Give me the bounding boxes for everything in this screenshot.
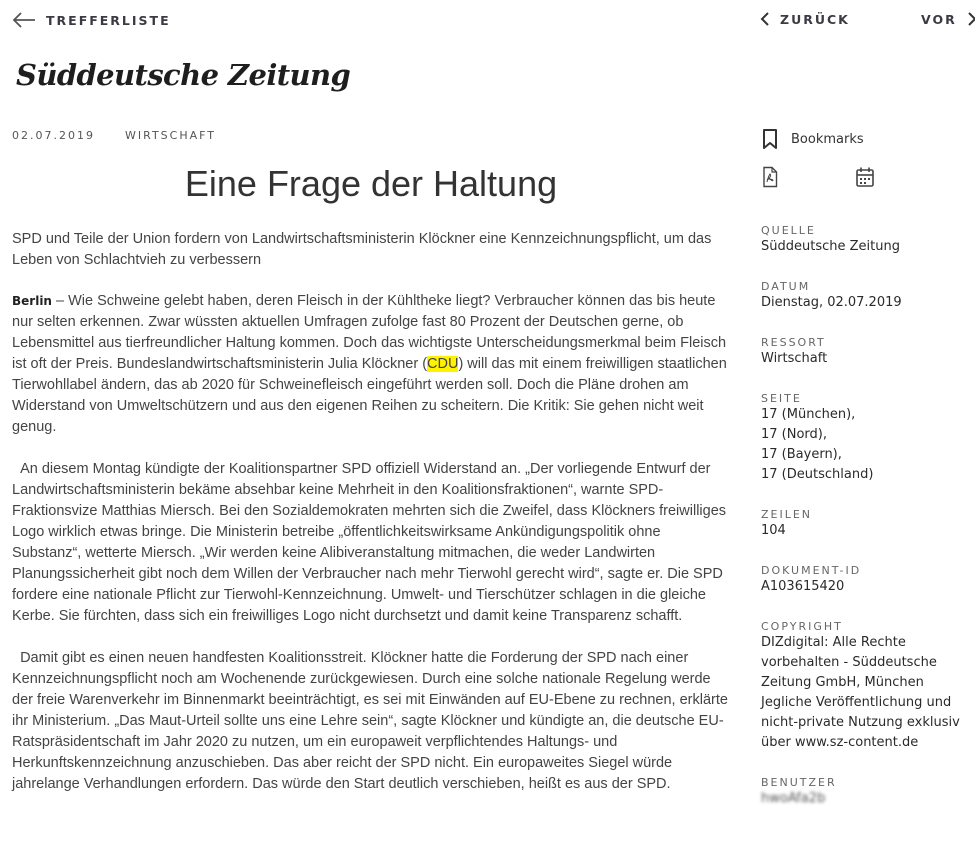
- page-value-4: 17 (Deutschland): [761, 467, 874, 482]
- copyright-line-1: DIZdigital: Alle Rechte: [761, 635, 906, 650]
- document-id-value: A103615420: [761, 579, 845, 594]
- date-info: [761, 280, 902, 313]
- user-info: [761, 776, 837, 809]
- article-sidebar: [761, 126, 971, 806]
- previous-label: ZURÜCK: [780, 11, 850, 27]
- user-label: BENUTZER: [761, 776, 837, 789]
- chevron-left-icon: [760, 11, 770, 27]
- next-label: VOR: [921, 11, 957, 27]
- back-to-results-link[interactable]: [12, 11, 171, 29]
- highlighted-term: CDU: [427, 356, 459, 372]
- arrow-left-icon: [12, 11, 36, 29]
- department-info: [761, 336, 827, 369]
- article-meta: [12, 129, 216, 142]
- date-label: DATUM: [761, 280, 811, 293]
- paragraph-2-text: An diesem Montag kündigte der Koalitionspartner SPD offiziell Widerstand an. „Der vorliegende Entwurf der Landwirtschaftsministerin bekäme absehbar keine Mehrheit in den Koalitionsfraktionen“, warnte SPD-Fraktionsvize Matthias Miersch. Bei den Sozialdemokraten mehrten sich die Zweifel, dass Klöckners freiwilliges Logo wirklich etwas bringe. Die Ministerin betreibe „öffentlichkeitswirksame Ankündigungspolitik ohne Substanz“, wetterte Miersch. „Wir werden keine Alibiveranstaltung mitmachen, die weder Landwirten Planungssicherheit gibt noch dem Willen der Verbraucher nach mehr Tierwohl gerecht wird“, sagte er. Die SPD fordere eine nationale Pflicht zur Tierwohl-Kennzeichnung. Umwelt- und Tierschützer schlagen in die gleiche Kerbe. Sie fürchten, dass sich ein freiwilliges Logo nicht durchsetzt und damit keine Transparenz schafft.: [12, 461, 727, 624]
- newspaper-logo: Süddeutsche Zeitung: [16, 58, 351, 92]
- previous-article-link[interactable]: [760, 11, 850, 27]
- copyright-line-3: Zeitung GmbH, München: [761, 675, 924, 690]
- next-article-link[interactable]: [921, 11, 975, 27]
- article-section: WIRTSCHAFT: [124, 129, 216, 142]
- copyright-info: [761, 620, 960, 753]
- copyright-line-6: über www.sz-content.de: [761, 735, 919, 750]
- paragraph-1-part-b: ) will das mit einem freiwilligen staatlichen Tierwohllabel ändern, das ab 2020 für Schweinefleisch eingeführt werden soll. Doch die Pläne drohen am Widerstand von Umweltschützern und aus den eigenen Reihen zu scheitern. Die Kritik: Sie gehen nicht weit genug.: [12, 356, 727, 435]
- lines-label: ZEILEN: [761, 508, 813, 521]
- pdf-icon[interactable]: [761, 166, 779, 188]
- document-id-label: DOKUMENT-ID: [761, 564, 862, 577]
- source-value: Süddeutsche Zeitung: [761, 239, 900, 254]
- bookmarks-label: Bookmarks: [791, 131, 864, 147]
- lines-value: 104: [761, 523, 786, 538]
- article-lead: SPD und Teile der Union fordern von Landwirtschaftsministerin Klöckner eine Kennzeichnungspflicht, um das Leben von Schlachtvieh zu verbessern: [12, 231, 712, 268]
- article-paragraph-2: [12, 459, 732, 627]
- document-tools: [761, 166, 971, 206]
- article-paragraph-1: [12, 291, 732, 438]
- page-value-1: 17 (München),: [761, 407, 856, 422]
- bookmark-icon: [761, 128, 779, 150]
- page-value-3: 17 (Bayern),: [761, 447, 842, 462]
- dateline-location: Berlin: [12, 294, 52, 308]
- copyright-line-2: vorbehalten - Süddeutsche: [761, 655, 937, 670]
- article-title: Eine Frage der Haltung: [184, 163, 558, 204]
- lines-info: [761, 508, 812, 541]
- paragraph-1-part-a: – Wie Schweine gelebt haben, deren Fleisch in der Kühltheke liegt? Verbraucher können das bis heute nur selten erkennen. Zwar wüssten aktuellen Umfragen zufolge fast 80 Prozent der Deutschen gerne, ob Lebensmittel aus tierfreundlicher Haltung kommen. Doch das wichtigste Unterscheidungsmerkmal beim Fleisch ist oft der Preis. Bundeslandwirtschaftsministerin Julia Klöckner (: [12, 293, 727, 372]
- bookmarks-button[interactable]: [761, 126, 971, 152]
- source-label: QUELLE: [761, 224, 816, 237]
- department-value: Wirtschaft: [761, 351, 828, 366]
- top-navigation: [0, 0, 975, 40]
- copyright-line-4: Jegliche Veröffentlichung und: [761, 695, 952, 710]
- department-label: RESSORT: [761, 336, 826, 349]
- article-body: [12, 291, 732, 816]
- page-value-2: 17 (Nord),: [761, 427, 827, 442]
- document-id-info: [761, 564, 861, 597]
- page-label: SEITE: [761, 392, 802, 405]
- back-label: TREFFERLISTE: [46, 12, 171, 28]
- chevron-right-icon: [967, 11, 975, 27]
- copyright-line-5: nicht-private Nutzung exklusiv: [761, 715, 960, 730]
- copyright-label: COPYRIGHT: [761, 620, 843, 633]
- user-value: hwoAfa2b: [761, 791, 826, 806]
- article-paragraph-3: [12, 648, 732, 795]
- source-info: [761, 224, 900, 257]
- page-info: [761, 392, 873, 485]
- date-value: Dienstag, 02.07.2019: [761, 295, 902, 310]
- calendar-icon[interactable]: [855, 166, 875, 188]
- article-date: 02.07.2019: [12, 129, 95, 142]
- paragraph-3-text: Damit gibt es einen neuen handfesten Koalitionsstreit. Klöckner hatte die Forderung der SPD nach einer Kennzeichnungspflicht noch am Wochenende zurückgewiesen. Durch eine solche nationale Regelung werde der freie Warenverkehr im Binnenmarkt beeinträchtigt, es sei mit Einwänden auf EU-Ebene zu rechnen, erklärte ihr Ministerium. „Das Maut-Urteil sollte uns eine Lehre sein“, sagte Klöckner und kündigte an, die deutsche EU-Ratspräsidentschaft im Jahr 2020 zu nutzen, um ein europaweit verpflichtendes Haltungs- und Herkunftskennzeichnung anzuschieben. Das aber reicht der SPD nicht. Ein europaweites Siegel würde jahrelange Verhandlungen erfordern. Das würde den Start deutlich verschieben, heißt es aus der SPD.: [12, 650, 728, 792]
